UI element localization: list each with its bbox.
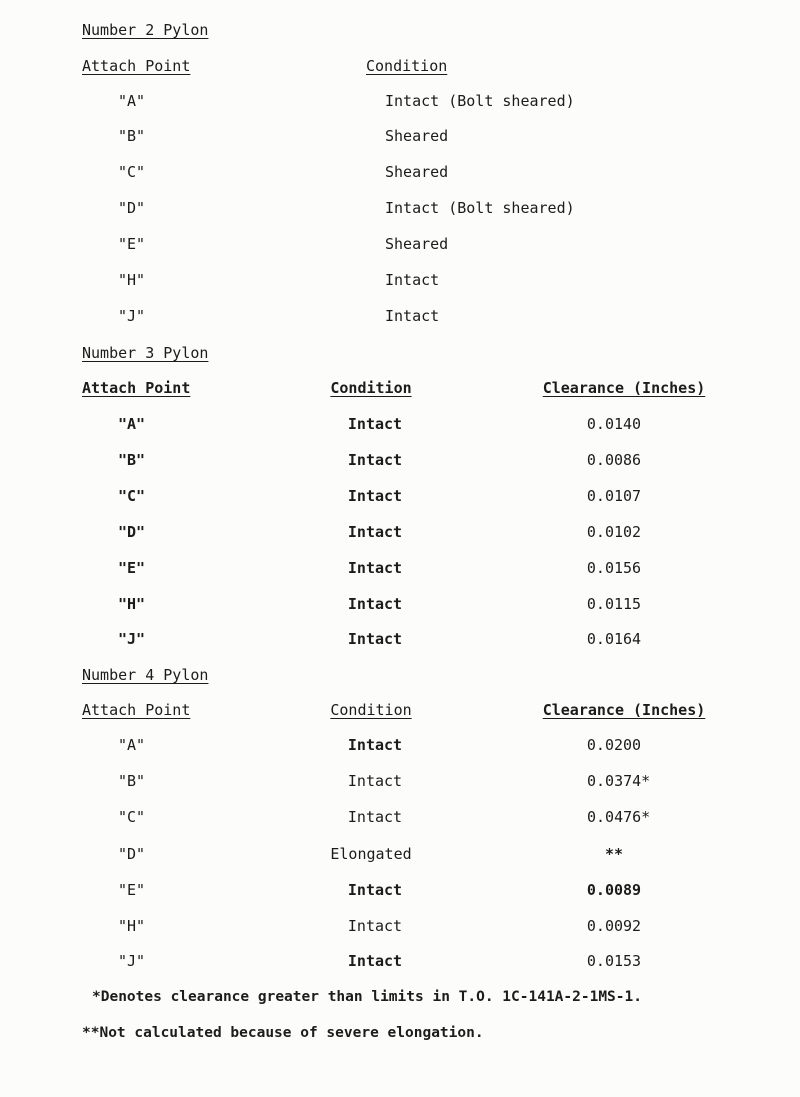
pylon4-row-c-point: "C" (118, 808, 146, 826)
pylon4-row-d-point: "D" (118, 845, 146, 863)
pylon4-row-h-condition: Intact (347, 917, 403, 935)
pylon4-row-h-point: "H" (118, 917, 146, 935)
pylon2-row-b-condition: Sheared (385, 127, 449, 145)
pylon2-title: Number 2 Pylon (82, 21, 209, 39)
pylon4-header-condition: Condition (330, 701, 412, 719)
pylon2-row-c-point: "C" (118, 163, 146, 181)
pylon4-row-c-condition: Intact (347, 808, 403, 826)
pylon4-header-attach-point: Attach Point (82, 701, 191, 719)
pylon4-row-c-clearance: 0.0476* (587, 808, 651, 826)
pylon2-row-e-condition: Sheared (385, 235, 449, 253)
pylon3-row-e-clearance: 0.0156 (586, 559, 642, 577)
pylon3-header-condition: Condition (330, 379, 412, 397)
pylon2-header-attach-point: Attach Point (82, 57, 191, 75)
pylon2-row-j-condition: Intact (385, 307, 440, 325)
pylon3-row-j-clearance: 0.0164 (586, 630, 642, 648)
pylon3-row-a-condition: Intact (347, 415, 403, 433)
pylon3-header-attach-point: Attach Point (82, 379, 191, 397)
pylon2-row-h-condition: Intact (385, 271, 440, 289)
pylon3-row-c-point: "C" (118, 487, 146, 505)
pylon4-row-d-clearance: ** (604, 845, 624, 863)
footnote-single-asterisk: *Denotes clearance greater than limits in T.O. 1C-141A-2-1MS-1. (92, 989, 642, 1005)
pylon3-row-c-clearance: 0.0107 (586, 487, 642, 505)
footnote-double-asterisk: **Not calculated because of severe elongation. (82, 1025, 484, 1041)
pylon3-row-d-condition: Intact (347, 523, 403, 541)
pylon2-row-b-point: "B" (118, 127, 146, 145)
pylon2-row-a-point: "A" (118, 92, 146, 110)
pylon4-row-b-clearance: 0.0374* (587, 772, 651, 790)
pylon4-row-d-condition: Elongated (330, 845, 412, 863)
pylon4-row-e-condition: Intact (347, 881, 403, 899)
pylon2-row-j-point: "J" (118, 307, 146, 325)
pylon3-row-h-point: "H" (118, 595, 146, 613)
pylon3-row-j-point: "J" (118, 630, 146, 648)
pylon3-row-b-point: "B" (118, 451, 146, 469)
pylon4-row-j-condition: Intact (347, 952, 403, 970)
pylon4-row-j-clearance: 0.0153 (586, 952, 642, 970)
pylon2-row-d-condition: Intact (Bolt sheared) (385, 199, 575, 217)
pylon4-row-h-clearance: 0.0092 (586, 917, 642, 935)
pylon3-header-clearance: Clearance (Inches) (542, 379, 706, 397)
pylon4-row-e-point: "E" (118, 881, 146, 899)
pylon4-row-j-point: "J" (118, 952, 146, 970)
pylon3-row-a-clearance: 0.0140 (586, 415, 642, 433)
pylon2-header-condition: Condition (366, 57, 448, 75)
pylon3-row-h-condition: Intact (347, 595, 403, 613)
pylon2-row-a-condition: Intact (Bolt sheared) (385, 92, 575, 110)
pylon4-row-a-clearance: 0.0200 (586, 736, 642, 754)
pylon4-title: Number 4 Pylon (82, 666, 209, 684)
pylon3-row-c-condition: Intact (347, 487, 403, 505)
pylon3-row-a-point: "A" (118, 415, 146, 433)
pylon2-row-h-point: "H" (118, 271, 146, 289)
pylon3-row-d-clearance: 0.0102 (586, 523, 642, 541)
pylon3-row-b-clearance: 0.0086 (586, 451, 642, 469)
pylon4-header-clearance: Clearance (Inches) (542, 701, 706, 719)
pylon4-row-a-point: "A" (118, 736, 146, 754)
pylon4-row-b-point: "B" (118, 772, 146, 790)
pylon3-row-e-condition: Intact (347, 559, 403, 577)
pylon2-row-d-point: "D" (118, 199, 146, 217)
pylon4-row-b-condition: Intact (347, 772, 403, 790)
pylon3-row-e-point: "E" (118, 559, 146, 577)
pylon3-row-j-condition: Intact (347, 630, 403, 648)
pylon4-row-a-condition: Intact (347, 736, 403, 754)
pylon2-row-e-point: "E" (118, 235, 146, 253)
pylon4-row-e-clearance: 0.0089 (586, 881, 642, 899)
pylon3-row-d-point: "D" (118, 523, 146, 541)
pylon3-title: Number 3 Pylon (82, 344, 209, 362)
pylon3-row-h-clearance: 0.0115 (586, 595, 642, 613)
pylon3-row-b-condition: Intact (347, 451, 403, 469)
pylon2-row-c-condition: Sheared (385, 163, 449, 181)
